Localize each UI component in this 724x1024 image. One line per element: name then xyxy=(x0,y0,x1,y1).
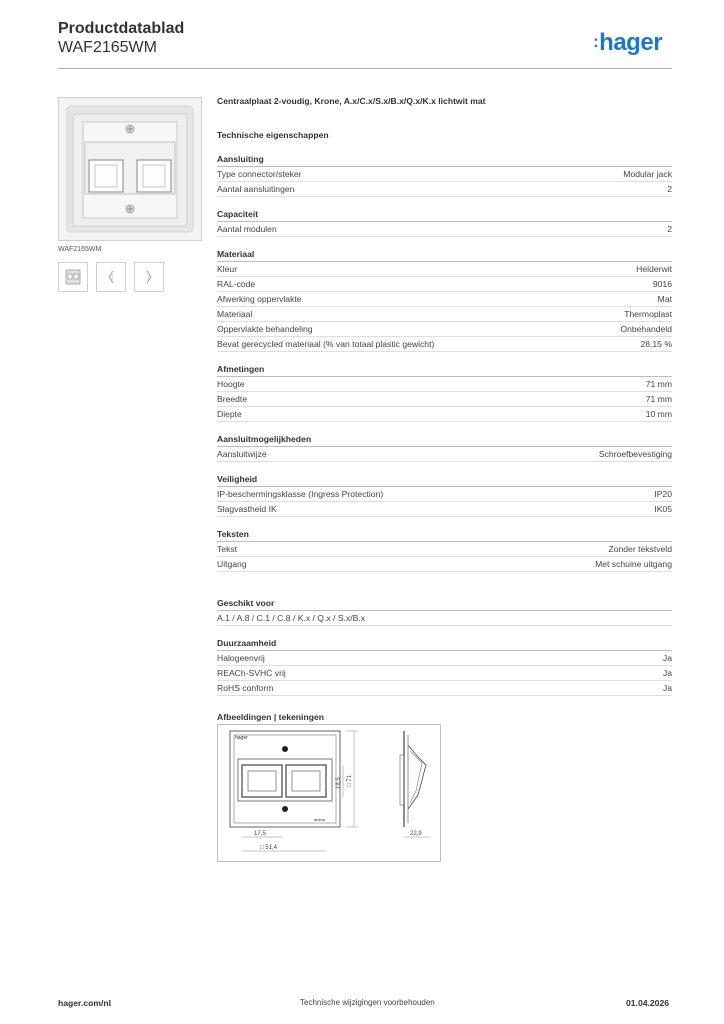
spec-row: REACh-SVHC vrij Ja xyxy=(217,666,672,681)
dim-height: □ 71 xyxy=(347,775,353,787)
spec-row: Bevat gerecycled materiaal (% van totaal plastic gewicht) 28,15 % xyxy=(217,337,672,352)
compatibility-text: A.1 / A.8 / C.1 / C.8 / K.x / Q.x / S.x/B.x xyxy=(217,611,672,626)
section-aansluiting: Aansluiting xyxy=(217,152,672,167)
section-geschikt-voor: Geschikt voor xyxy=(217,596,672,611)
center-plate-illustration xyxy=(59,98,201,240)
spec-row: Slagvastheid IK IK05 xyxy=(217,502,672,517)
dim-width: □ 51,4 xyxy=(260,845,277,851)
section-materiaal: Materiaal xyxy=(217,247,672,262)
side-view-left-icon xyxy=(97,263,125,291)
image-caption: WAF2165WM xyxy=(58,246,102,253)
footer-date: 01.04.2026 xyxy=(626,998,670,1008)
dim-module: 17,5 xyxy=(254,831,266,837)
section-aansluitmogelijkheden: Aansluitmogelijkheden xyxy=(217,432,672,447)
section-teksten: Teksten xyxy=(217,527,672,542)
spec-row: Materiaal Thermoplast xyxy=(217,307,672,322)
footer-website[interactable]: hager.com/nl xyxy=(58,998,112,1008)
spec-row: Kleur Helderwit xyxy=(217,262,672,277)
spec-column xyxy=(217,96,672,734)
spec-row: Aansluitwijze Schroefbevestiging xyxy=(217,447,672,462)
section-afmetingen: Afmetingen xyxy=(217,362,672,377)
thumbnail-front[interactable] xyxy=(58,262,88,292)
dim-inner: 18,5 xyxy=(336,777,342,789)
spec-row: RoHS conform Ja xyxy=(217,681,672,696)
side-view-right-icon xyxy=(135,263,163,291)
spec-row: Tekst Zonder tekstveld xyxy=(217,542,672,557)
spec-row: Aantal aansluitingen 2 xyxy=(217,182,672,197)
product-image xyxy=(58,97,202,241)
spec-row: RAL-code 9016 xyxy=(217,277,672,292)
product-code: WAF2165WM xyxy=(58,39,157,56)
product-name: Centraalplaat 2-voudig, Krone, A.x/C.x/S.x/B.x/Q.x/K.x lichtwit mat xyxy=(217,96,486,106)
page-title: Productdatablad xyxy=(58,20,185,37)
footer-disclaimer: Technische wijzigingen voorbehouden xyxy=(300,998,435,1007)
spec-row: Breedte 71 mm xyxy=(217,392,672,407)
spec-row: Hoogte 71 mm xyxy=(217,377,672,392)
section-capaciteit: Capaciteit xyxy=(217,207,672,222)
spec-row: IP-beschermingsklasse (Ingress Protection) IP20 xyxy=(217,487,672,502)
spec-row: Afwerking oppervlakte Mat xyxy=(217,292,672,307)
section-veiligheid: Veiligheid xyxy=(217,472,672,487)
thumbnail-side-left[interactable] xyxy=(96,262,126,292)
drawing-brand-label: hager xyxy=(235,735,248,741)
spec-row: Aantal modulen 2 xyxy=(217,222,672,237)
technical-properties-title: Technische eigenschappen xyxy=(217,130,329,140)
section-duurzaamheid: Duurzaamheid xyxy=(217,636,672,651)
thumbnail-side-right[interactable] xyxy=(134,262,164,292)
technical-drawing xyxy=(217,724,441,862)
drawing-mark-label: ambia xyxy=(314,817,325,822)
spec-row: Uitgang Met schuine uitgang xyxy=(217,557,672,572)
dimension-drawing xyxy=(218,725,440,861)
spec-row: Halogeenvrij Ja xyxy=(217,651,672,666)
hager-logo: :hager xyxy=(593,29,663,56)
spec-row: Type connector/steker Modular jack xyxy=(217,167,672,182)
header-divider xyxy=(58,68,672,69)
plate-thumb-icon xyxy=(59,263,87,291)
dim-depth: 22,9 xyxy=(410,831,422,837)
spec-row: Diepte 10 mm xyxy=(217,407,672,422)
spec-row: Oppervlakte behandeling Onbehandeld xyxy=(217,322,672,337)
section-afbeeldingen: Afbeeldingen | tekeningen xyxy=(217,712,324,722)
